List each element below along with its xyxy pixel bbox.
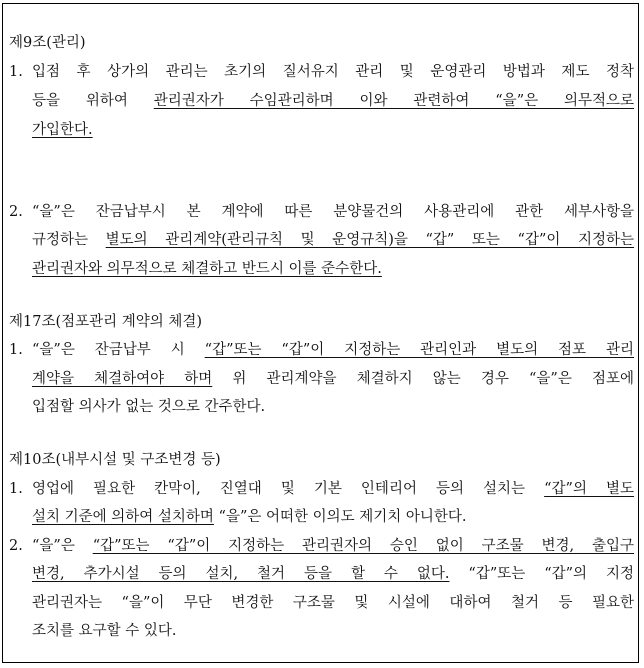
clause-line: 입점할 의사가 없는 것으로 간주한다. bbox=[32, 399, 266, 415]
clause-line: “을”은 “갑”또는 “갑”이 지정하는 관리권자의 승인 없이 구조물 변경, 출입구 bbox=[32, 538, 634, 554]
underlined-text: “갑”또는 “갑”이 지정하는 관리권자의 승인 없이 구조물 변경, 출입구 bbox=[92, 538, 634, 554]
underlined-text: 변경, 추가시설 등의 설치, 철거 등을 할 수 없다. bbox=[32, 566, 450, 582]
clause-line bbox=[32, 260, 382, 278]
underlined-text: 관리권자와 의무적으로 체결하고 반드시 이를 준수한다. bbox=[32, 261, 382, 277]
item-number: 2. bbox=[9, 204, 23, 220]
section-heading: 제9조(관리) bbox=[9, 35, 86, 51]
clause-line: 영업에 필요한 칸막이, 진열대 및 기본 인테리어 등의 설치는 “갑”의 별도 bbox=[32, 481, 634, 497]
section-heading: 제17조(점포관리 계약의 체결) bbox=[9, 314, 203, 330]
clause-line: 규정하는 별도의 관리계약(관리규칙 및 운영규칙)을 “갑” 또는 “갑”이 지정하는 bbox=[32, 232, 634, 248]
clause-line: 관리권자는 “을”이 무단 변경한 구조물 및 시설에 대하여 철거 등 필요한 bbox=[32, 595, 634, 611]
clause-line: 계약을 체결하여야 하며 위 관리계약을 체결하지 않는 경우 “을”은 점포에 bbox=[32, 371, 634, 387]
underlined-text: “갑”의 별도 bbox=[544, 481, 634, 497]
item-number: 2. bbox=[9, 538, 23, 554]
clause-line: 설치 기준에 의하여 설치하며 “을”은 어떠한 이의도 제기치 아니한다. bbox=[32, 509, 467, 525]
clause-line: 등을 위하여 관리권자가 수임관리하며 이와 관련하여 “을”은 의무적으로 bbox=[32, 93, 634, 109]
underlined-text: 가입한다. bbox=[32, 122, 93, 138]
underlined-text: 설치 기준에 의하여 설치하며 bbox=[32, 509, 214, 525]
underlined-text: “갑”또는 “갑”이 지정하는 관리인과 별도의 점포 관리 bbox=[204, 342, 634, 358]
clause-line: 입점 후 상가의 관리는 초기의 질서유지 관리 및 운영관리 방법과 제도 정착 bbox=[32, 64, 634, 80]
clause-line: 조치를 요구할 수 있다. bbox=[32, 623, 177, 639]
item-number: 1. bbox=[9, 342, 23, 358]
clause-line: “을”은 잔금납부 시 “갑”또는 “갑”이 지정하는 관리인과 별도의 점포 관리 bbox=[32, 342, 634, 358]
underlined-text: 계약을 체결하여야 하며 bbox=[32, 371, 213, 387]
item-number: 1. bbox=[9, 64, 23, 80]
clause-line: “을”은 잔금납부시 본 계약에 따른 분양물건의 사용관리에 관한 세부사항을 bbox=[32, 204, 634, 220]
item-number: 1. bbox=[9, 481, 23, 497]
underlined-text: 별도의 관리계약(관리규칙 및 운영규칙)을 “갑” 또는 “갑”이 지정하는 bbox=[105, 232, 634, 248]
underlined-text: 관리권자가 수임관리하며 이와 관련하여 “을”은 의무적으로 bbox=[153, 93, 634, 109]
clause-line: 변경, 추가시설 등의 설치, 철거 등을 할 수 없다. “갑”또는 “갑”의 지정 bbox=[32, 566, 634, 582]
section-heading: 제10조(내부시설 및 구조변경 등) bbox=[9, 452, 221, 468]
clause-line bbox=[32, 121, 93, 139]
